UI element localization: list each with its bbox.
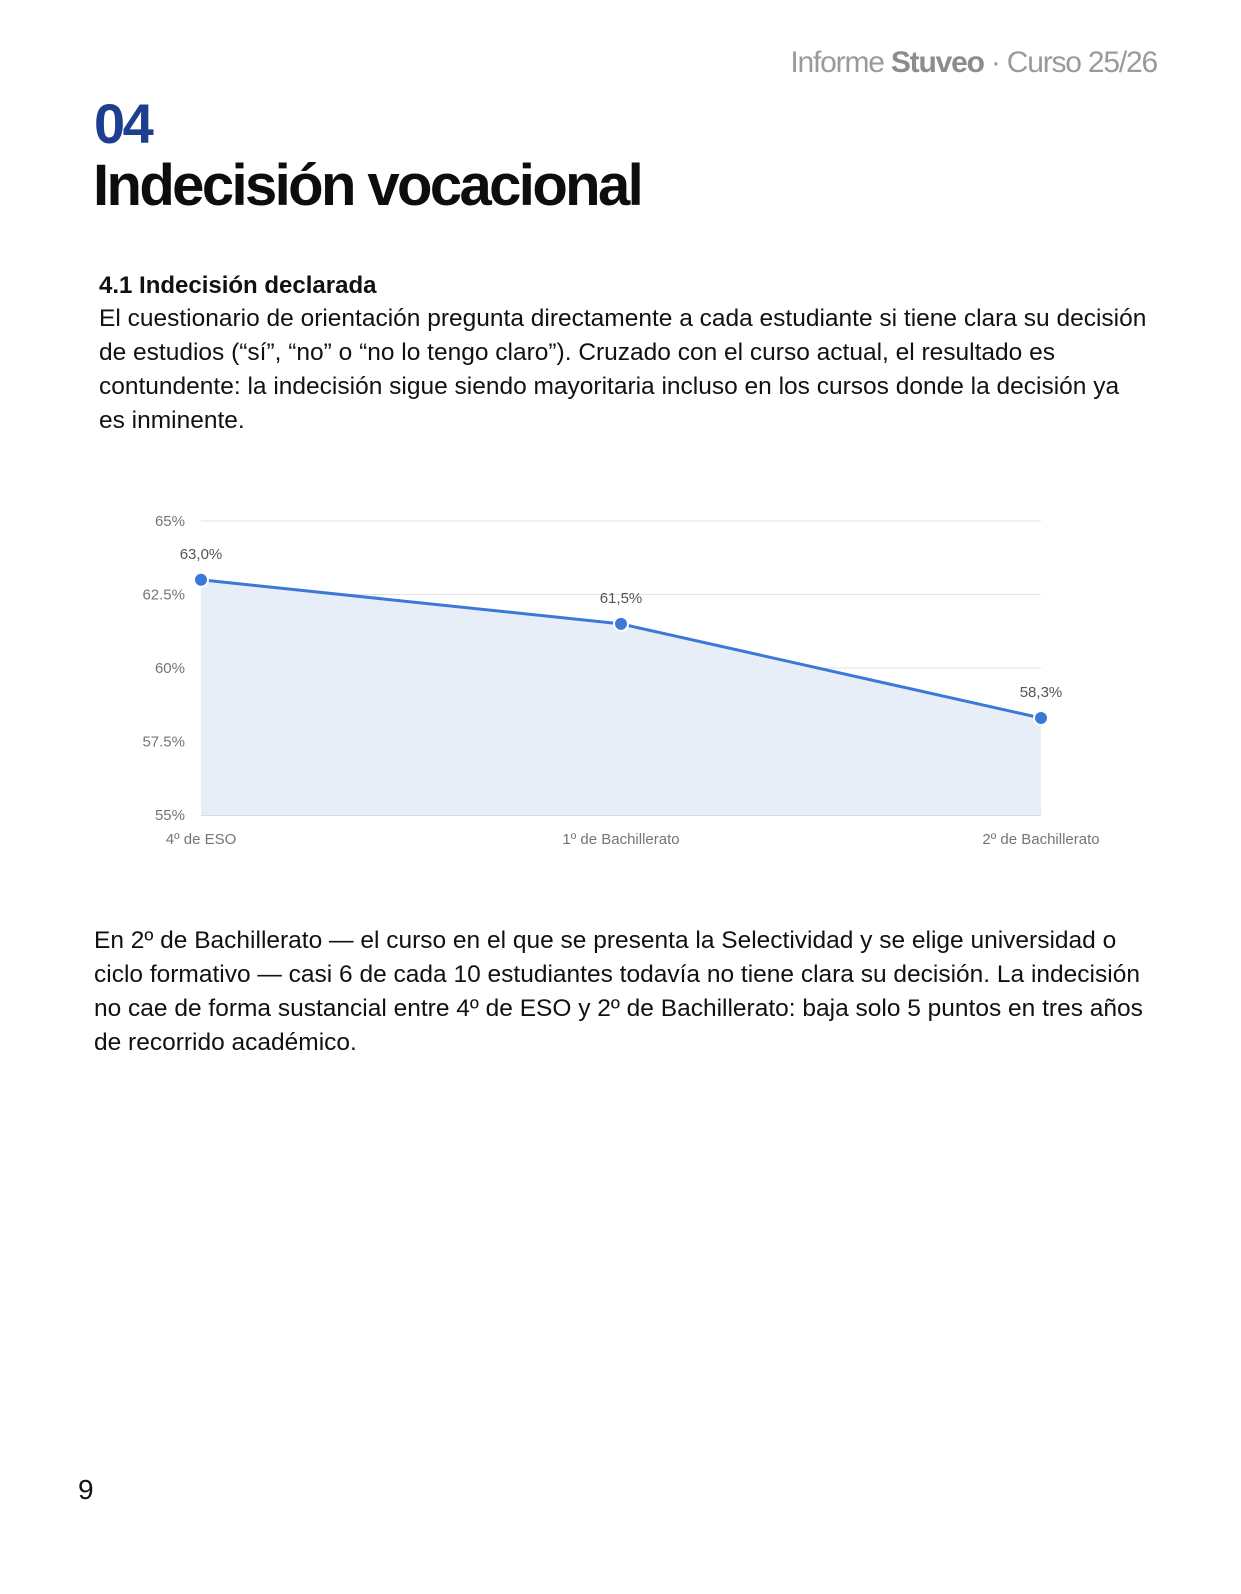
subsection-title: 4.1 Indecisión declarada bbox=[99, 272, 377, 299]
header-prefix: Informe bbox=[790, 46, 891, 79]
data-label: 63,0% bbox=[179, 545, 223, 563]
subsection-paragraph: El cuestionario de orientación pregunta directamente a cada estudiante si tiene clara su decisión de estudios (“sí”, “no” o “no lo tengo claro”). Cruzado con el curso actual, el resultado es contundente: la indecisión sigue siendo mayoritaria incluso en los cursos donde la decisión ya es inminente. bbox=[99, 305, 1147, 434]
data-point bbox=[194, 573, 208, 587]
series-area bbox=[201, 580, 1041, 815]
y-tick-label: 60% bbox=[154, 660, 185, 677]
x-tick-label: 1º de Bachillerato bbox=[562, 831, 680, 848]
closing-paragraph: En 2º de Bachillerato — el curso en el que se presenta la Selectividad y se elige universidad o ciclo formativo — casi 6 de cada 10 estudiantes todavía no tiene clara su decisión. La indecisión no cae de forma sustancial entre 4º de ESO y 2º de Bachillerato: baja solo 5 puntos en tres años de recorrido académico. bbox=[94, 927, 1143, 1056]
chart-area-layer bbox=[201, 580, 1041, 815]
data-label: 58,3% bbox=[1019, 683, 1063, 701]
header-brand: Stuveo bbox=[890, 46, 984, 79]
data-point bbox=[1034, 711, 1048, 725]
y-tick-label: 65% bbox=[154, 513, 185, 530]
page-number: 9 bbox=[78, 1474, 94, 1505]
y-tick-label: 62.5% bbox=[142, 586, 185, 604]
x-tick-label: 2º de Bachillerato bbox=[982, 831, 1100, 848]
section-number: 04 bbox=[94, 92, 152, 155]
y-tick-label: 57.5% bbox=[142, 733, 185, 751]
y-tick-label: 55% bbox=[154, 807, 185, 824]
indecision-chart-svg bbox=[120, 500, 1130, 860]
x-tick-label: 4º de ESO bbox=[165, 831, 237, 848]
subsection-block bbox=[99, 270, 1149, 438]
running-header bbox=[790, 46, 1157, 80]
closing-block bbox=[94, 924, 1154, 1060]
header-suffix: · Curso 25/26 bbox=[983, 46, 1157, 79]
section-title: Indecisión vocacional bbox=[93, 153, 642, 218]
data-point bbox=[614, 617, 628, 631]
indecision-chart bbox=[120, 500, 1130, 860]
data-label: 61,5% bbox=[599, 589, 643, 607]
